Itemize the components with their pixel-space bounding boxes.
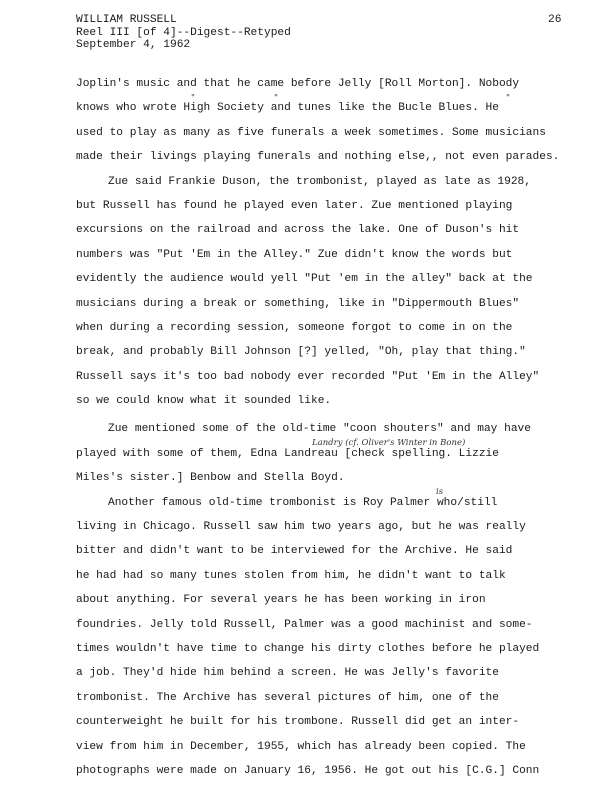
text-line: numbers was "Put 'Em in the Alley." Zue didn't know the words but: [76, 248, 513, 261]
text-line: foundries. Jelly told Russell, Palmer was a good machinist and some-: [76, 618, 533, 631]
page-header: [76, 14, 576, 52]
paragraph-start-line: Zue mentioned some of the old-time "coon shouters" and may have: [108, 423, 531, 436]
text-line: about anything. For several years he has been working in iron: [76, 594, 486, 607]
text-line: counterweight he built for his trombone. Russell did get an inter-: [76, 716, 520, 729]
text-line: times wouldn't have time to change his dirty clothes before he played: [76, 642, 540, 655]
text-line: [76, 93, 606, 124]
page-number: 26: [548, 14, 562, 26]
text-line: bitter and didn't want to be interviewed for the Archive. He said: [76, 545, 513, 558]
handwritten-annotation-is: is: [436, 486, 444, 497]
text-line: [76, 437, 606, 470]
text-line: living in Chicago. Russell saw him two years ago, but he was really: [76, 521, 526, 534]
text-line: evidently the audience would yell "Put 'em in the alley" back at the: [76, 273, 533, 286]
header-name: WILLIAM RUSSELL: [76, 14, 177, 26]
handwritten-quote-mark: ": [274, 93, 278, 104]
handwritten-annotation-landry: Landry (cf. Oliver's Winter in Bone): [312, 437, 466, 448]
text-line: so we could know what it sounded like.: [76, 395, 332, 408]
text-line-content: played with some of them, Edna Landreau [check spelling. Lizzie: [76, 447, 499, 460]
text-line: musicians during a break or something, like in "Dippermouth Blues": [76, 297, 520, 310]
text-line: break, and probably Bill Johnson [?] yelled, "Oh, play that thing.": [76, 346, 526, 359]
text-line-content: knows who wrote High Society and tunes like the Bucle Blues. He: [76, 102, 499, 115]
text-line: trombonist. The Archive has several pictures of him, one of the: [76, 691, 499, 704]
handwritten-quote-mark: ": [191, 93, 195, 104]
text-line: but Russell has found he played even later. Zue mentioned playing: [76, 199, 513, 212]
text-line: a job. They'd hide him behind a screen. He was Jelly's favorite: [76, 667, 499, 680]
text-line: made their livings playing funerals and nothing else,, not even parades.: [76, 151, 560, 164]
handwritten-quote-mark: ": [506, 93, 510, 104]
text-line: he had had so many tunes stolen from him, he didn't want to talk: [76, 569, 506, 582]
header-date: September 4, 1962: [76, 39, 191, 51]
text-line: when during a recording session, someone forgot to come in on the: [76, 321, 513, 334]
paragraph-start-line: Zue said Frankie Duson, the trombonist, played as late as 1928,: [108, 175, 531, 188]
document-body: [76, 76, 606, 787]
text-line: Joplin's music and that he came before Jelly [Roll Morton]. Nobody: [76, 78, 520, 90]
text-line: Russell says it's too bad nobody ever recorded "Put 'Em in the Alley": [76, 370, 540, 383]
text-line: used to play as many as five funerals a week sometimes. Some musicians: [76, 126, 546, 139]
paragraph-start-line: [76, 486, 606, 519]
text-line: view from him in December, 1955, which has already been copied. The: [76, 740, 526, 753]
header-reel: Reel III [of 4]--Digest--Retyped: [76, 26, 291, 39]
text-line: photographs were made on January 16, 1956. He got out his [C.G.] Conn: [76, 764, 540, 777]
text-line: Miles's sister.] Benbow and Stella Boyd.: [76, 472, 345, 485]
text-line-content: Another famous old-time trombonist is Roy Palmer who/still: [108, 496, 498, 509]
text-line: excursions on the railroad and across the lake. One of Duson's hit: [76, 224, 520, 237]
